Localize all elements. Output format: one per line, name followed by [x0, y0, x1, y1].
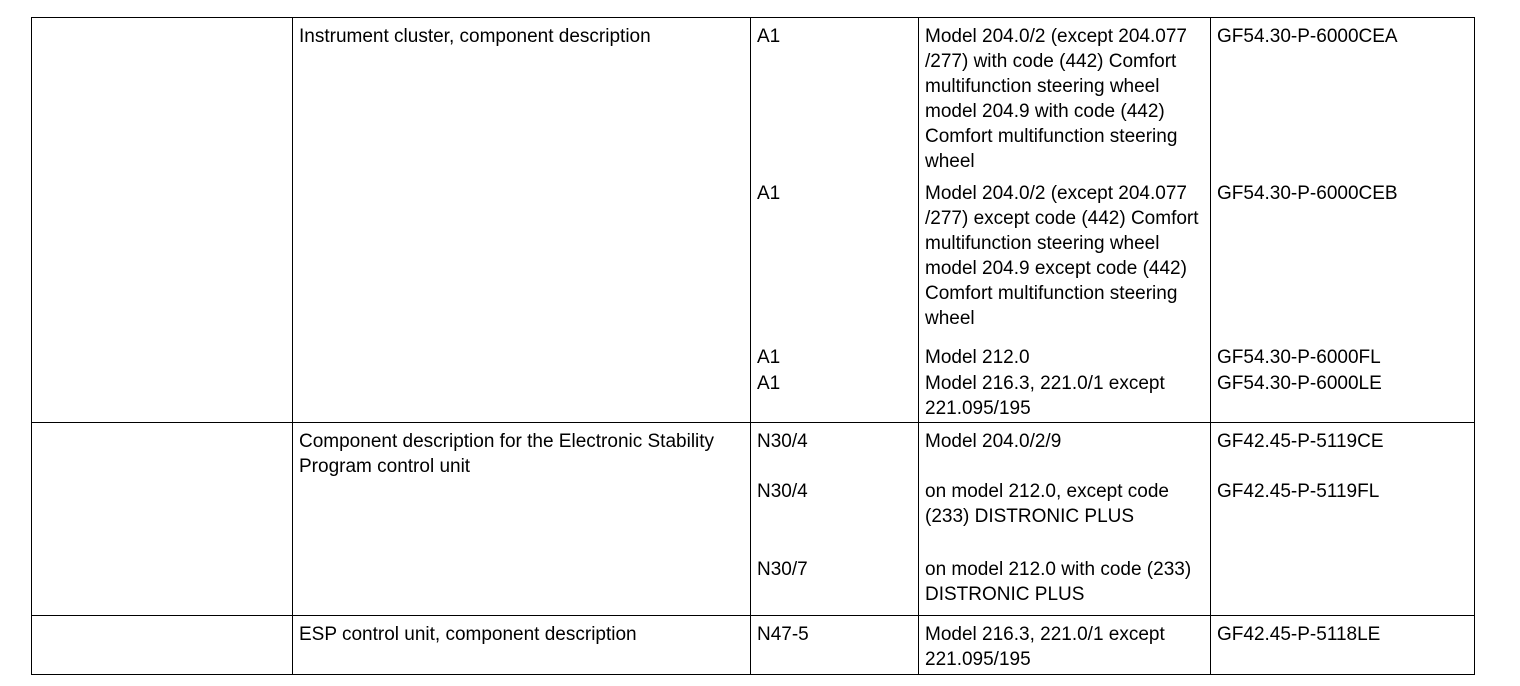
entry-doc-ref: GF42.45-P-5119CE — [1210, 423, 1474, 479]
entry-row — [751, 175, 1474, 345]
entry-doc-ref: GF42.45-P-5119FL — [1210, 479, 1474, 557]
component-name — [293, 18, 751, 423]
entry-model: Model 204.0/2 (except 204.077 /277) except code (442) Comfort multifunction steering wheel model 204.9 except code (442) Comfort multifunction steering wheel — [918, 175, 1210, 345]
entry-code: A1 — [757, 26, 781, 47]
empty-cell — [32, 616, 293, 675]
entry-row — [751, 423, 1474, 479]
entry-model: on model 212.0 with code (233) DISTRONIC PLUS — [918, 557, 1210, 615]
entries-group — [751, 423, 1475, 616]
entry-doc-ref: GF54.30-P-6000FL — [1210, 345, 1474, 371]
entry-doc-ref: GF42.45-P-5118LE — [1210, 616, 1474, 674]
component-name-text: Component description for the Electronic Stability Program control unit — [299, 431, 715, 477]
entry-code: N47-5 — [757, 624, 809, 645]
component-name-text: ESP control unit, component description — [299, 624, 637, 645]
table-row — [32, 18, 1475, 423]
table-row — [32, 423, 1475, 616]
entry-row — [751, 345, 1474, 371]
table-row — [32, 616, 1475, 675]
entry-code: N30/4 — [757, 431, 808, 452]
entry-code: A1 — [757, 183, 781, 204]
component-table — [31, 17, 1475, 675]
entry-model: Model 212.0 — [918, 345, 1210, 371]
entry-row — [751, 24, 1474, 175]
empty-cell — [32, 18, 293, 423]
entry-model: Model 216.3, 221.0/1 except 221.095/195 — [918, 371, 1210, 422]
entry-doc-ref — [1210, 557, 1474, 615]
entry-model: on model 212.0, except code (233) DISTRONIC PLUS — [918, 479, 1210, 557]
entries-group — [751, 616, 1475, 675]
entry-code: N30/4 — [757, 481, 808, 502]
entry-doc-ref: GF54.30-P-6000CEA — [1210, 18, 1474, 175]
entry-code: A1 — [757, 373, 781, 394]
entry-code: A1 — [757, 347, 781, 368]
entries-group — [751, 18, 1475, 423]
entry-model: Model 216.3, 221.0/1 except 221.095/195 — [918, 616, 1210, 674]
entry-code: N30/7 — [757, 559, 808, 580]
component-name — [293, 423, 751, 616]
entry-row — [751, 371, 1474, 422]
entry-doc-ref: GF54.30-P-6000CEB — [1210, 175, 1474, 345]
entry-doc-ref: GF54.30-P-6000LE — [1210, 371, 1474, 422]
entry-model: Model 204.0/2 (except 204.077 /277) with code (442) Comfort multifunction steering wheel model 204.9 with code (442) Comfort multifunction steering wheel — [918, 18, 1210, 175]
entry-row — [751, 557, 1474, 615]
entry-row — [751, 479, 1474, 557]
empty-cell — [32, 423, 293, 616]
component-name — [293, 616, 751, 675]
component-name-text: Instrument cluster, component description — [299, 26, 651, 47]
entry-model: Model 204.0/2/9 — [918, 423, 1210, 479]
entry-row — [751, 616, 1474, 674]
